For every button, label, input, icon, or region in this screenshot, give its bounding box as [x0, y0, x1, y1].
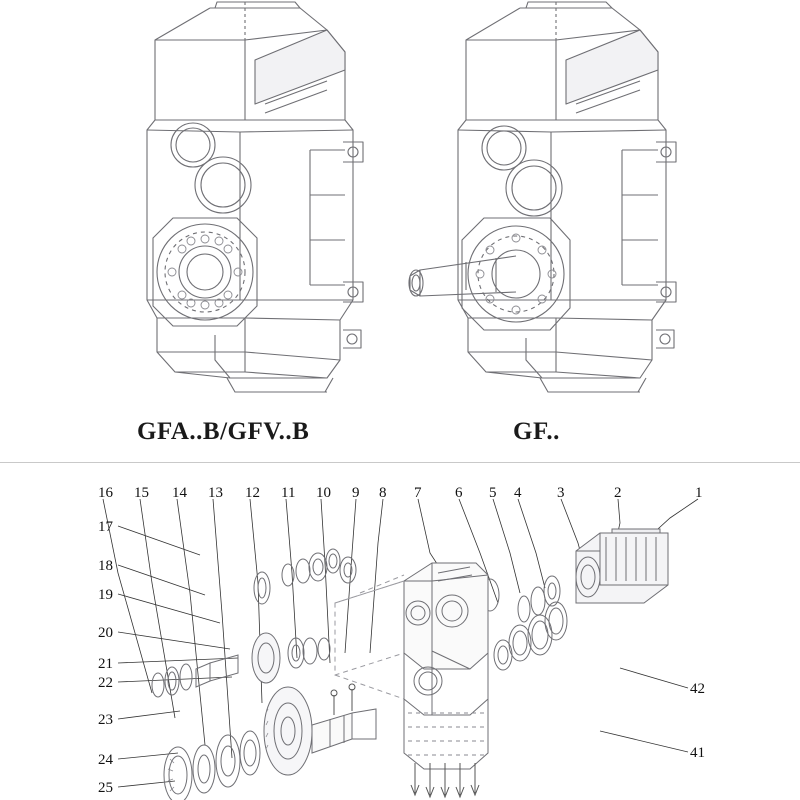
gearbox-right-figure — [400, 0, 700, 400]
callout-14: 14 — [172, 485, 187, 501]
callout-1: 1 — [695, 485, 703, 501]
callout-7: 7 — [414, 485, 422, 501]
caption-gf: GF.. — [513, 418, 560, 445]
callout-9: 9 — [352, 485, 360, 501]
callout-20: 20 — [98, 625, 113, 641]
callout-24: 24 — [98, 752, 113, 768]
gearbox-left-figure — [95, 0, 385, 400]
callout-18: 18 — [98, 558, 113, 574]
callout-2: 2 — [614, 485, 622, 501]
callout-13: 13 — [208, 485, 223, 501]
exploded-parts-drawing — [0, 463, 800, 800]
callout-25: 25 — [98, 780, 113, 796]
callout-17: 17 — [98, 519, 113, 535]
callout-8: 8 — [379, 485, 387, 501]
callout-6: 6 — [455, 485, 463, 501]
callout-19: 19 — [98, 587, 113, 603]
callout-21: 21 — [98, 656, 113, 672]
callout-3: 3 — [557, 485, 565, 501]
callout-15: 15 — [134, 485, 149, 501]
callout-23: 23 — [98, 712, 113, 728]
callout-5: 5 — [489, 485, 497, 501]
callout-11: 11 — [281, 485, 296, 501]
callout-4: 4 — [514, 485, 522, 501]
callout-10: 10 — [316, 485, 331, 501]
callout-16: 16 — [98, 485, 113, 501]
callout-12: 12 — [245, 485, 260, 501]
caption-gfab-gfvb: GFA..B/GFV..B — [137, 418, 310, 445]
callout-41: 41 — [690, 745, 705, 761]
callout-42: 42 — [690, 681, 705, 697]
exploded-parts-view — [0, 463, 800, 800]
callout-22: 22 — [98, 675, 113, 691]
